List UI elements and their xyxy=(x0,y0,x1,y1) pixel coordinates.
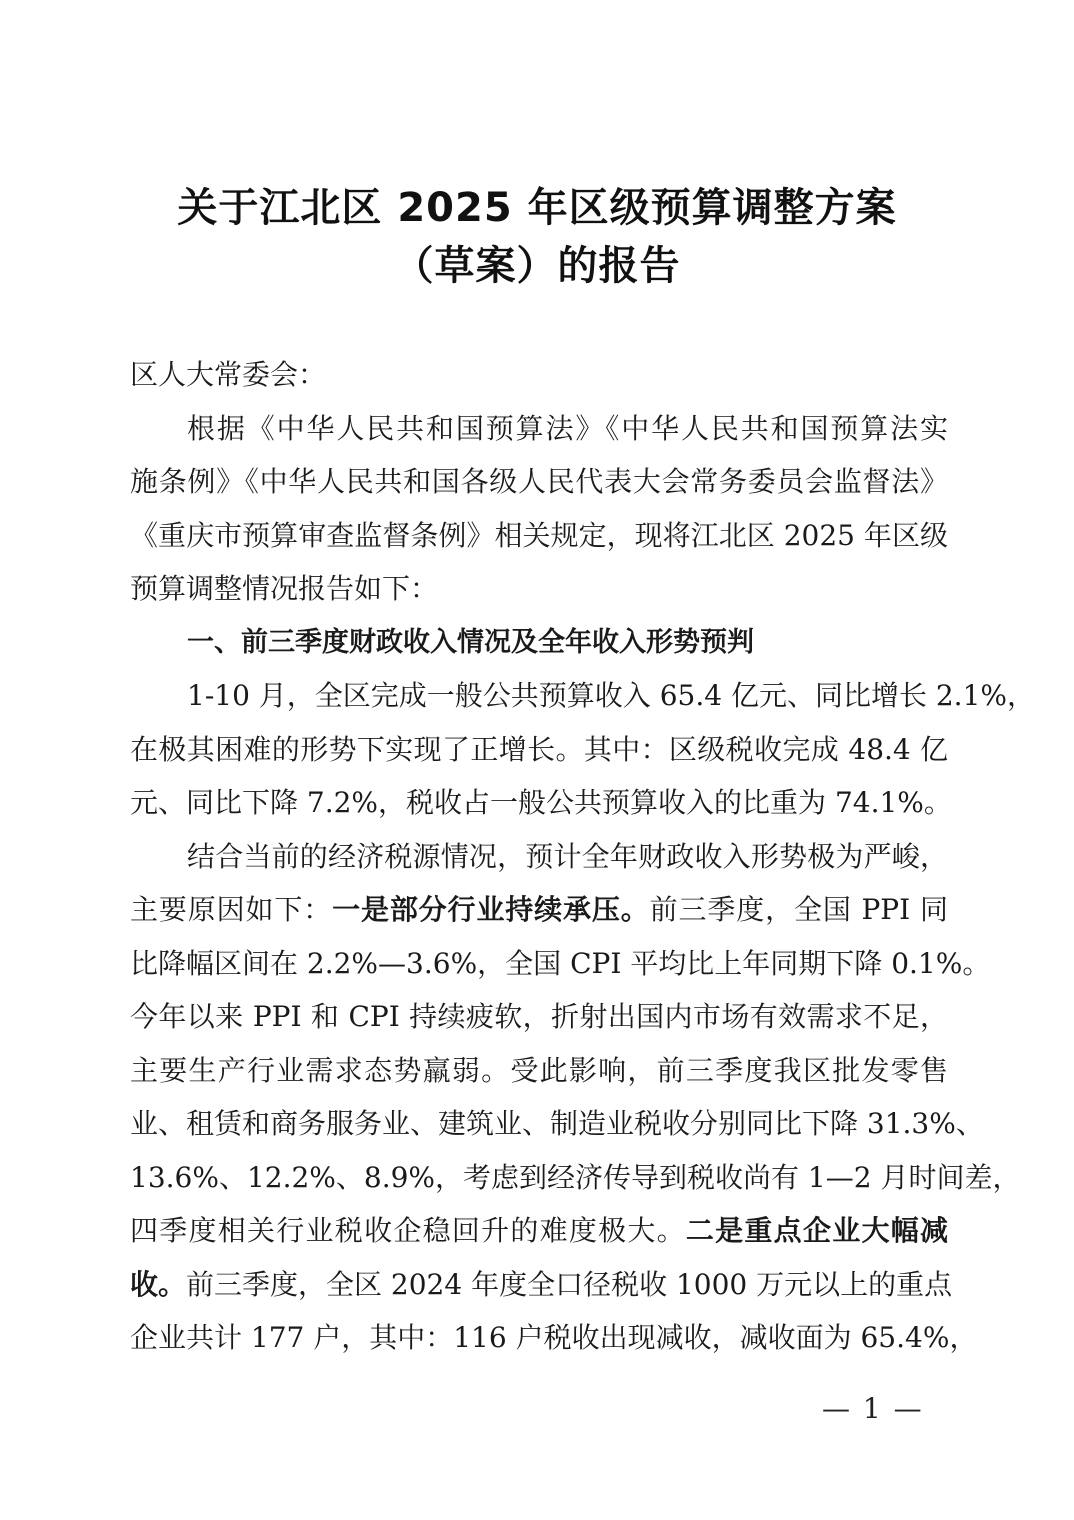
paragraph-line: 13.6%、12.2%、8.9%，考虑到经济传导到税收尚有 1—2 月时间差， xyxy=(130,1160,1021,1194)
paragraph-line xyxy=(130,883,948,937)
paragraph-line: 1-10 月，全区完成一般公共预算收入 65.4 亿元、同比增长 2.1%， xyxy=(187,679,1035,712)
paragraph-line xyxy=(130,1258,953,1312)
paragraph-line: 在极其困难的形势下实现了正增长。其中：区级税收完成 48.4 亿 xyxy=(130,732,948,766)
text-run: 前三季度，全国 PPI 同 xyxy=(649,893,948,926)
intro-line: 《重庆市预算审查监督条例》相关规定，现将江北区 2025 年区级 xyxy=(130,518,948,552)
emphasis-text: 一是部分行业持续承压。 xyxy=(332,893,650,926)
paragraph-line: 结合当前的经济税源情况，预计全年财政收入形势极为严峻， xyxy=(187,839,948,873)
salutation: 区人大常委会： xyxy=(130,358,327,391)
section-heading: 一、前三季度财政收入情况及全年收入形势预判 xyxy=(187,626,754,658)
paragraph-line xyxy=(130,1204,948,1258)
paragraph-line: 比降幅区间在 2.2%—3.6%，全国 CPI 平均比上年同期下降 0.1%。 xyxy=(130,946,991,980)
text-run: 主要原因如下： xyxy=(130,893,333,926)
intro-line: 预算调整情况报告如下： xyxy=(130,572,439,605)
paragraph-line: 业、租赁和商务服务业、建筑业、制造业税收分别同比下降 31.3%、 xyxy=(130,1107,984,1140)
intro-paragraph xyxy=(130,402,948,616)
outlook-paragraph xyxy=(130,830,1021,1365)
text-run: 四季度相关行业税收企稳回升的难度极大。 xyxy=(130,1214,686,1247)
text-run: 前三季度，全区 2024 年度全口径税收 1000 万元以上的重点 xyxy=(186,1267,953,1301)
intro-line: 施条例》《中华人民共和国各级人民代表大会常务委员会监督法》 xyxy=(130,465,948,498)
intro-line: 根据《中华人民共和国预算法》《中华人民共和国预算法实 xyxy=(187,411,948,445)
emphasis-text: 收。 xyxy=(130,1267,187,1301)
paragraph-line: 元、同比下降 7.2%，税收占一般公共预算收入的比重为 74.1%。 xyxy=(130,786,952,819)
paragraph-line: 企业共计 177 户，其中：116 户税收出现减收，减收面为 65.4%， xyxy=(130,1321,978,1354)
document-title-line-2: （草案）的报告 xyxy=(393,243,681,289)
revenue-paragraph xyxy=(130,669,1035,830)
paragraph-line: 主要生产行业需求态势羸弱。受此影响，前三季度我区批发零售 xyxy=(130,1053,948,1087)
document-body xyxy=(130,348,1035,1365)
document-title-line-1: 关于江北区 2025 年区级预算调整方案 xyxy=(177,185,897,231)
page-number: — 1 — xyxy=(822,1392,924,1425)
emphasis-text: 二是重点企业大幅减 xyxy=(685,1214,948,1247)
paragraph-line: 今年以来 PPI 和 CPI 持续疲软，折射出国内市场有效需求不足， xyxy=(130,1000,948,1033)
